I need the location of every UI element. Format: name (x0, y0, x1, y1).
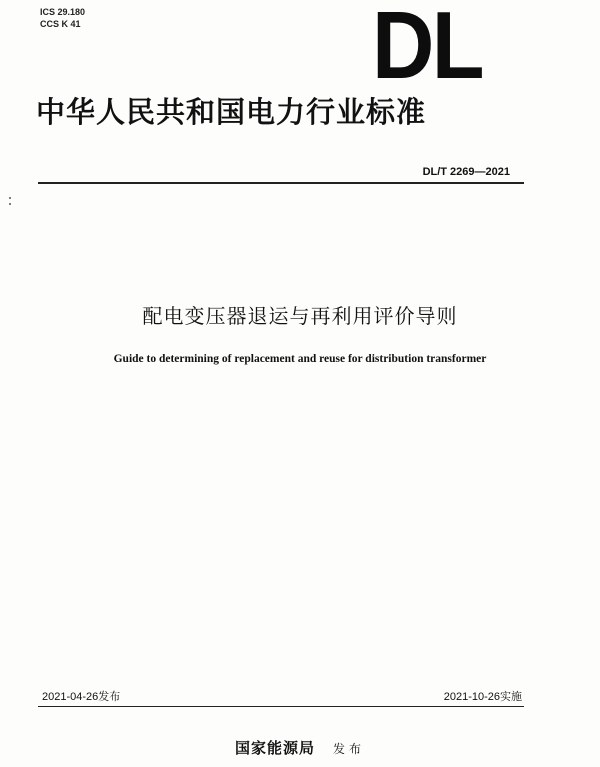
standard-number: DL/T 2269—2021 (422, 166, 510, 178)
standard-category-title: 中华人民共和国电力行业标准 (36, 95, 427, 129)
ics-code: ICS 29.180 (40, 7, 86, 17)
publisher-organization: 国家能源局 (234, 739, 315, 757)
effective-date: 2021-10-26实施 (443, 691, 522, 703)
top-divider (38, 182, 524, 184)
dl-logo: DL (372, 0, 482, 99)
document-title-chinese: 配电变压器退运与再利用评价导则 (142, 304, 458, 328)
classification-codes (40, 6, 85, 30)
bottom-divider (38, 706, 524, 707)
issue-date: 2021-04-26发布 (42, 691, 121, 703)
publisher-line (0, 737, 600, 758)
scan-speck (9, 197, 11, 199)
scan-speck (9, 203, 11, 205)
publisher-action: 发布 (333, 742, 366, 756)
ccs-code: CCS K 41 (40, 19, 81, 29)
document-title-english: Guide to determining of replacement and reuse for distribution transformer (113, 353, 487, 365)
